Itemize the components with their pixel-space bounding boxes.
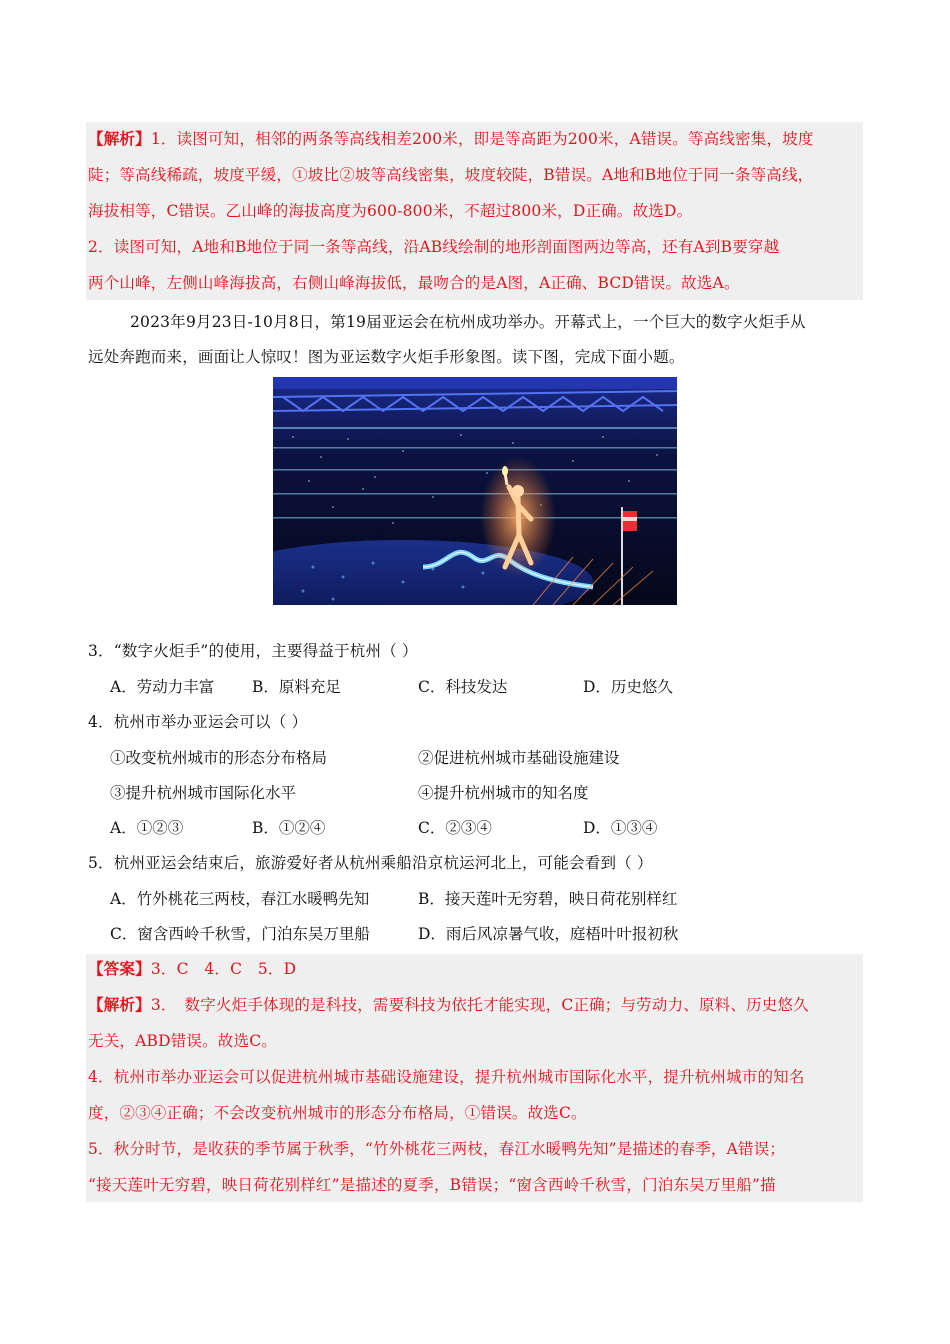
answer-text: 3．C 4．C 5．D — [150, 960, 297, 978]
q4-option-d: D．①③④ — [583, 819, 658, 837]
analysis-line: 【解析】3． 数字火炬手体现的是科技，需要科技为依托才能实现，C正确；与劳动力、原料、历史悠久 — [88, 995, 809, 1014]
question-3-stem: 3．“数字火炬手”的使用，主要得益于杭州（ ） — [88, 642, 418, 660]
analysis-line: “接天莲叶无穷碧，映日荷花别样红”是描述的夏季，B错误；“窗含西岭千秋雪，门泊东吴万里船”描 — [88, 1176, 776, 1194]
q4-item-1: ①改变杭州城市的形态分布格局 — [110, 749, 328, 767]
q3-option-b: B．原料充足 — [252, 678, 341, 696]
analysis-line: 海拔相等，C错误。乙山峰的海拔高度为600-800米，不超过800米，D正确。故选D。 — [88, 202, 693, 220]
q4-item-4: ④提升杭州城市的知名度 — [418, 784, 589, 802]
q4-item-3: ③提升杭州城市国际化水平 — [110, 784, 297, 802]
analysis-tag: 【解析】 — [88, 995, 151, 1014]
question-4-stem: 4．杭州市举办亚运会可以（ ） — [88, 713, 308, 731]
analysis-line: 【解析】1．读图可知，相邻的两条等高线相差200米，即是等高距为200米，A错误。等高线密集，坡度 — [88, 129, 814, 148]
q5-option-b: B．接天莲叶无穷碧，映日荷花别样红 — [418, 890, 678, 908]
answer-tag: 【答案】 — [88, 959, 151, 978]
analysis-line: 5．秋分时节，是收获的季节属于秋季，“竹外桃花三两枝，春江水暖鸭先知”是描述的春季，A错误； — [88, 1140, 786, 1158]
q3-option-a: A．劳动力丰富 — [110, 678, 215, 696]
answer-line — [88, 958, 863, 980]
torchbearer-photo — [273, 377, 677, 605]
q5-option-a: A．竹外桃花三两枝，春江水暖鸭先知 — [110, 890, 370, 908]
q3-option-c: C．科技发达 — [418, 678, 508, 696]
analysis-line: 2．读图可知，A地和B地位于同一条等高线，沿AB线绘制的地形剖面图两边等高，还有A到B要穿越 — [88, 238, 780, 256]
q5-option-d: D．雨后风凉暑气收，庭梧叶叶报初秋 — [418, 925, 679, 943]
analysis-line: 度，②③④正确；不会改变杭州城市的形态分布格局，①错误。故选C。 — [88, 1104, 587, 1122]
analysis-line: 4．杭州市举办亚运会可以促进杭州城市基础设施建设，提升杭州城市国际化水平，提升杭州城市的知名 — [88, 1068, 805, 1086]
analysis-line: 陡；等高线稀疏，坡度平缓，①坡比②坡等高线密集，坡度较陡，B错误。A地和B地位于同一条等高线， — [88, 166, 814, 184]
q5-option-c: C．窗含西岭千秋雪，门泊东吴万里船 — [110, 925, 370, 943]
analysis-tag: 【解析】 — [88, 129, 151, 148]
analysis-line: 无关，ABD错误。故选C。 — [88, 1032, 277, 1050]
intro-line-2: 远处奔跑而来，画面让人惊叹！图为亚运数字火炬手形象图。读下图，完成下面小题。 — [88, 348, 685, 366]
q4-item-2: ②促进杭州城市基础设施建设 — [418, 749, 620, 767]
intro-line-1: 2023年9月23日-10月8日，第19届亚运会在杭州成功举办。开幕式上，一个巨大的数字火炬手从 — [130, 313, 806, 331]
q4-option-a: A．①②③ — [110, 819, 184, 837]
q4-option-b: B．①②④ — [252, 819, 326, 837]
q3-option-d: D．历史悠久 — [583, 678, 673, 696]
q4-option-c: C．②③④ — [418, 819, 492, 837]
question-5-stem: 5．杭州亚运会结束后，旅游爱好者从杭州乘船沿京杭运河北上，可能会看到（ ） — [88, 854, 653, 872]
analysis-line: 两个山峰，左侧山峰海拔高，右侧山峰海拔低，最吻合的是A图，A正确、BCD错误。故选A。 — [88, 274, 740, 292]
